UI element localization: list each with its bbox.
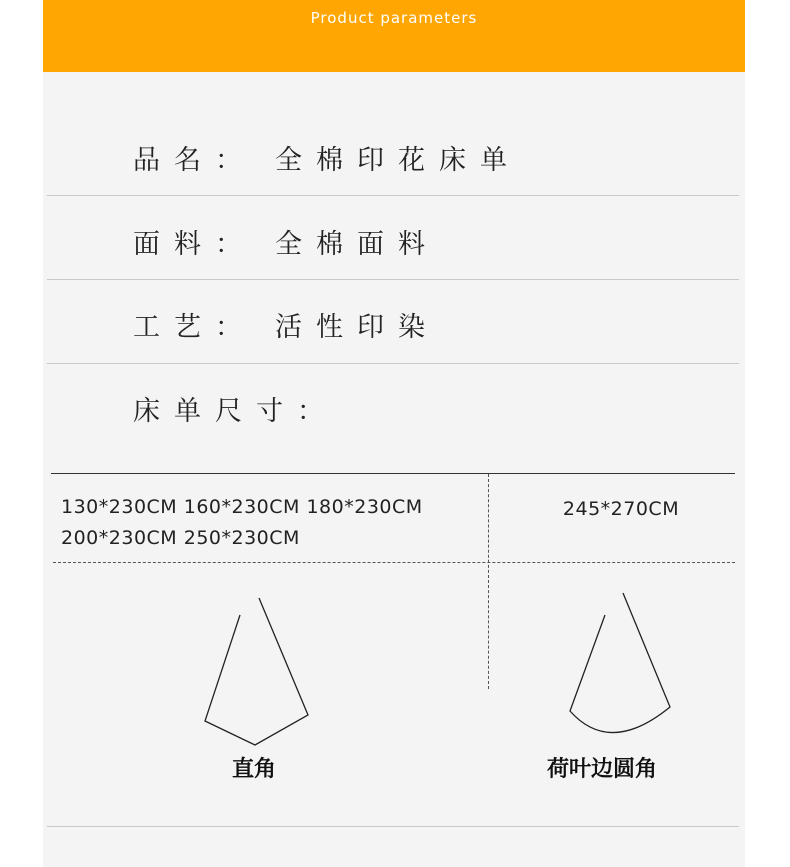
divider [47,195,739,196]
square-corner-diagram [195,590,320,755]
header-bar [43,0,745,72]
header-title: Product parameters [310,9,478,27]
rounded-corner-caption: 荷叶边圆角 [547,757,658,782]
param-row-process [133,305,439,344]
table-middle-line [53,562,735,563]
param-row-size [133,389,338,428]
param-value: 全棉面料 [275,229,439,260]
param-colon: ： [215,145,256,176]
table-top-line [51,473,735,474]
param-value: 活性印染 [275,312,439,343]
size-list-line-1: 130*230CM 160*230CM 180*230CM [61,496,423,518]
param-colon: ： [215,229,256,260]
param-colon: ： [297,396,338,427]
param-label: 工艺 [133,312,215,343]
rounded-corner-diagram [560,586,685,751]
param-label: 品名 [133,145,215,176]
size-right: 245*270CM [562,498,680,520]
param-label: 面料 [133,229,215,260]
param-value: 全棉印花床单 [275,145,521,176]
square-corner-caption: 直角 [232,757,277,782]
divider [47,279,739,280]
divider [47,363,739,364]
param-row-name [133,138,521,177]
param-colon: ： [215,312,256,343]
param-row-fabric [133,222,439,261]
param-label: 床单尺寸 [133,396,297,427]
divider [47,826,739,827]
size-list-line-2: 200*230CM 250*230CM [61,527,300,549]
